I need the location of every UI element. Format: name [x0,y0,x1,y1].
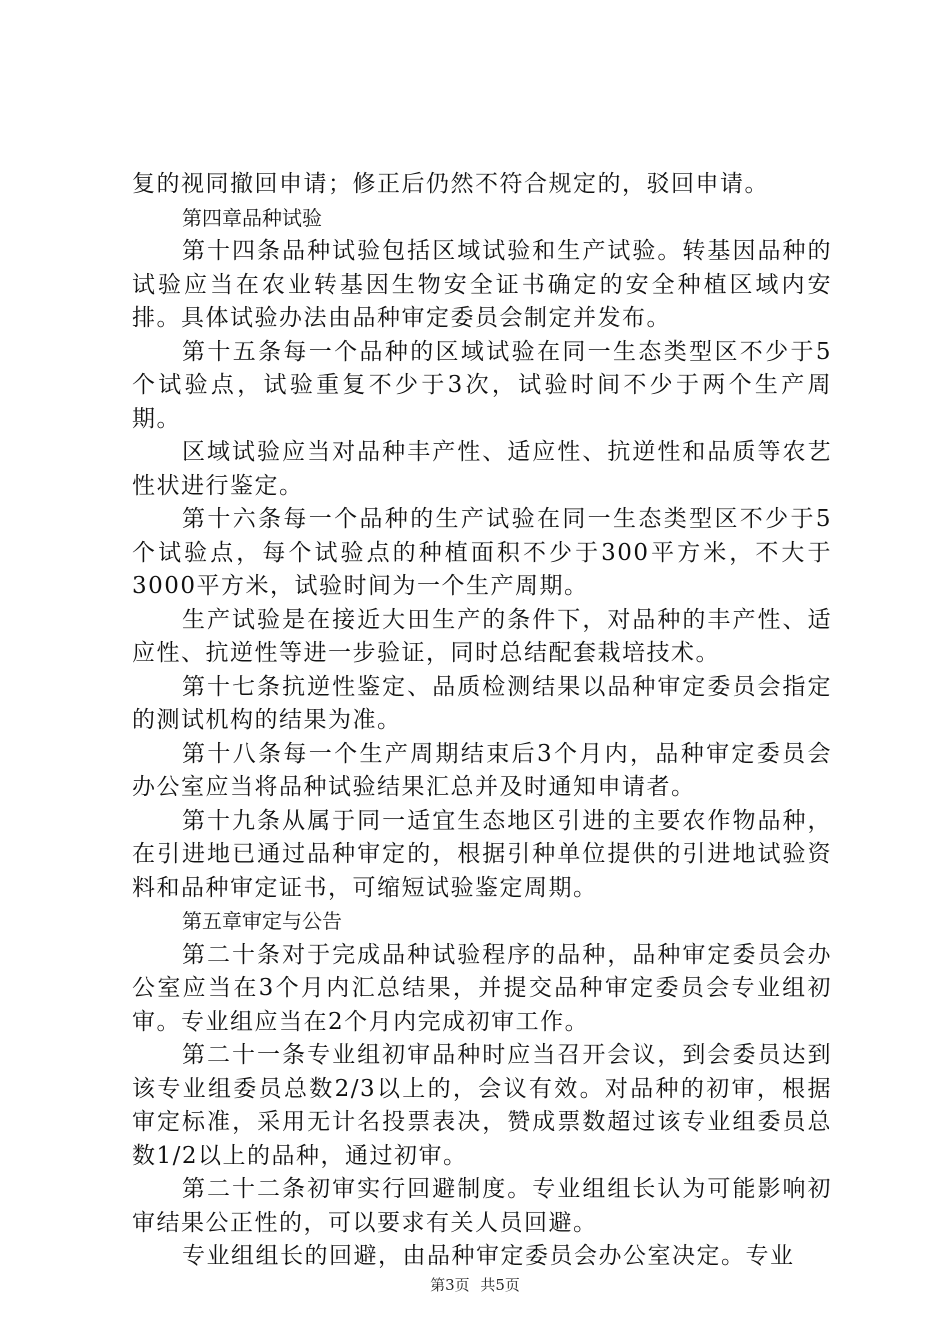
paragraph-regional-trial: 区域试验应当对品种丰产性、适应性、抗逆性和品质等农艺性状进行鉴定。 [132,439,832,499]
document-body [132,168,832,1274]
chapter-heading-4: 第四章品种试验 [182,205,322,230]
page-total: 共5页 [480,1276,520,1294]
article-22: 第二十二条初审实行回避制度。专业组组长认为可能影响初审结果公正性的，可以要求有关人员回避。 [132,1176,832,1236]
article-18: 第十八条每一个生产周期结束后3个月内，品种审定委员会办公室应当将品种试验结果汇总并及时通知申请者。 [132,740,832,800]
article-20: 第二十条对于完成品种试验程序的品种，品种审定委员会办公室应当在3个月内汇总结果，并提交品种审定委员会专业组初审。专业组应当在2个月内完成初审工作。 [132,941,832,1035]
article-16: 第十六条每一个品种的生产试验在同一生态类型区不少于5个试验点，每个试验点的种植面积不少于300平方米，不大于3000平方米，试验时间为一个生产周期。 [132,506,832,599]
page-number: 第3页 [430,1276,470,1294]
article-15: 第十五条每一个品种的区域试验在同一生态类型区不少于5个试验点，试验重复不少于3次，试验时间不少于两个生产周期。 [132,338,832,432]
article-21: 第二十一条专业组初审品种时应当召开会议，到会委员达到该专业组委员总数2/3以上的，会议有效。对品种的初审，根据审定标准，采用无计名投票表决，赞成票数超过该专业组委员总数1/2以上的品种，通过初审。 [132,1042,832,1169]
paragraph-continuation: 复的视同撤回申请；修正后仍然不符合规定的，驳回申请。 [132,171,769,197]
page-footer [0,1274,950,1295]
paragraph-recusal: 专业组组长的回避，由品种审定委员会办公室决定。专业 [182,1243,795,1269]
article-14: 第十四条品种试验包括区域试验和生产试验。转基因品种的试验应当在农业转基因生物安全证书确定的安全种植区域内安排。具体试验办法由品种审定委员会制定并发布。 [132,238,832,331]
article-19: 第十九条从属于同一适宜生态地区引进的主要农作物品种，在引进地已通过品种审定的，根据引种单位提供的引进地试验资料和品种审定证书，可缩短试验鉴定周期。 [132,807,832,901]
chapter-heading-5: 第五章审定与公告 [182,909,342,933]
article-17: 第十七条抗逆性鉴定、品质检测结果以品种审定委员会指定的测试机构的结果为准。 [132,673,832,733]
paragraph-production-trial: 生产试验是在接近大田生产的条件下，对品种的丰产性、适应性、抗逆性等进一步验证，同时总结配套栽培技术。 [132,606,832,666]
